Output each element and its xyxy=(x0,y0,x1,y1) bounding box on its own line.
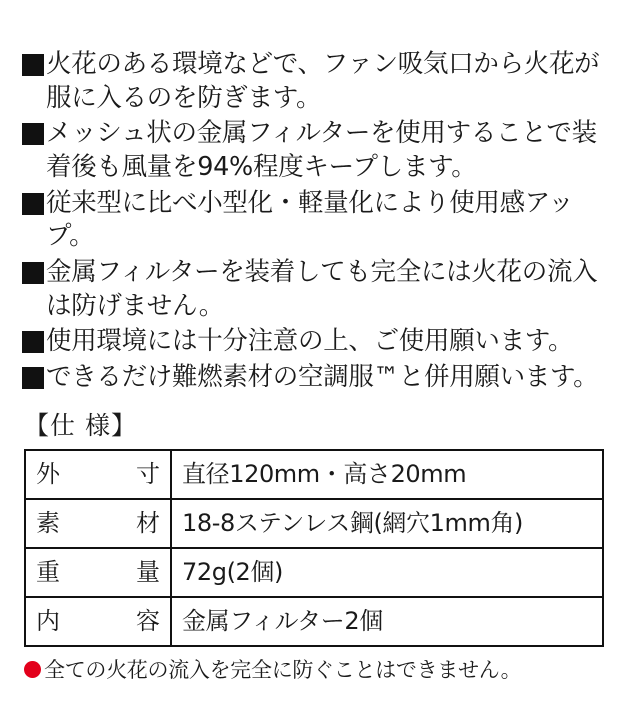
square-bullet-icon xyxy=(22,123,44,145)
table-row xyxy=(25,597,603,646)
square-bullet-icon xyxy=(22,193,44,215)
list-item xyxy=(22,48,604,115)
bullet-text: できるだけ難燃素材の空調服™と併用願います。 xyxy=(46,361,599,392)
list-item xyxy=(22,325,604,359)
specification-table xyxy=(24,449,604,647)
spec-value: 72g(2個) xyxy=(171,548,603,597)
bullet-text: 従来型に比べ小型化・軽量化により使用感アップ。 xyxy=(46,187,574,252)
bullet-text: 使用環境には十分注意の上、ご使用願います。 xyxy=(46,326,574,357)
square-bullet-icon xyxy=(22,367,44,389)
table-row xyxy=(25,499,603,548)
spec-value: 金属フィルター2個 xyxy=(171,597,603,646)
footnote xyxy=(24,657,604,683)
spec-section-heading: 【仕 様】 xyxy=(24,410,137,440)
table-row xyxy=(25,450,603,499)
spec-label: 素材 xyxy=(25,499,171,548)
square-bullet-icon xyxy=(22,331,44,353)
spec-label: 重量 xyxy=(25,548,171,597)
square-bullet-icon xyxy=(22,54,44,76)
feature-bullet-list xyxy=(22,48,604,395)
footnote-text: 全ての火花の流入を完全に防ぐことはできません。 xyxy=(44,657,522,682)
spec-label: 内容 xyxy=(25,597,171,646)
spec-value: 18-8ステンレス鋼(網穴1mm角) xyxy=(171,499,603,548)
bullet-text: メッシュ状の金属フィルターを使用することで装着後も風量を94%程度キープします。 xyxy=(46,118,597,182)
bullet-text: 金属フィルターを装着しても完全には火花の流入は防げません。 xyxy=(46,256,598,321)
table-row xyxy=(25,548,603,597)
list-item xyxy=(22,187,604,254)
list-item xyxy=(22,256,604,323)
list-item xyxy=(22,361,604,395)
square-bullet-icon xyxy=(22,262,44,284)
spec-value: 直径120mm・高さ20mm xyxy=(171,450,603,499)
red-dot-icon xyxy=(24,661,41,678)
bullet-text: 火花のある環境などで、ファン吸気口から火花が服に入るのを防ぎます。 xyxy=(46,49,600,113)
spec-label: 外寸 xyxy=(25,450,171,499)
list-item xyxy=(22,117,604,184)
